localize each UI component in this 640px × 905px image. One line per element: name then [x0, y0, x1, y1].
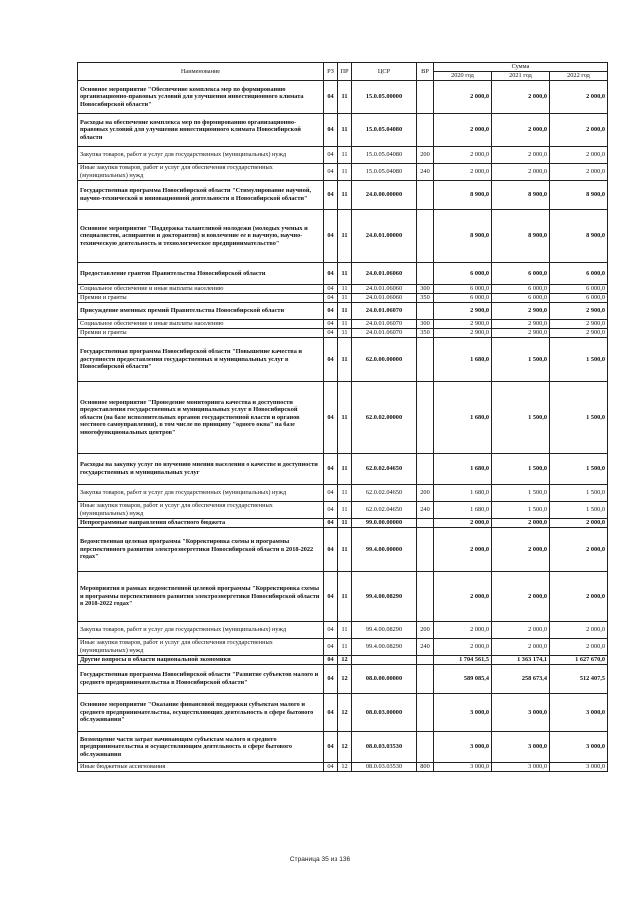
row-csr-cell: 24.0.01.06070 [352, 320, 417, 329]
row-name-cell: Присуждение именных премий Правительства Новосибирской области [78, 303, 324, 320]
row-vr-cell: 800 [417, 763, 434, 772]
row-2020-value: 2 000,0 [434, 164, 492, 181]
row-2022-value: 2 900,0 [550, 329, 608, 338]
row-name-cell: Расходы на закупку услуг по изучению мнения населения о качестве и доступности государственных и муниципальных услуг [78, 454, 324, 485]
row-vr-cell: 300 [417, 320, 434, 329]
row-vr-cell [417, 263, 434, 285]
row-rz-cell: 04 [324, 382, 338, 454]
row-rz-cell: 04 [324, 502, 338, 519]
row-rz-cell: 04 [324, 528, 338, 572]
table-row [78, 329, 608, 338]
row-name-cell: Основное мероприятие "Оказание финансовой поддержки субъектам малого и среднего предпринимательства, осуществляющих деятельность в сфере бытового обслуживания" [78, 694, 324, 732]
row-name-cell: Социальное обеспечение и иные выплаты населению [78, 285, 324, 294]
row-rz-cell: 04 [324, 485, 338, 502]
row-vr-cell [417, 732, 434, 763]
row-rz-cell: 04 [324, 639, 338, 656]
row-csr-cell: 24.0.01.06070 [352, 303, 417, 320]
row-rz-cell: 04 [324, 181, 338, 210]
row-pr-cell: 11 [338, 639, 352, 656]
table-row [78, 502, 608, 519]
row-vr-cell: 200 [417, 622, 434, 639]
row-pr-cell: 11 [338, 454, 352, 485]
row-vr-cell [417, 114, 434, 147]
row-2022-value: 1 500,0 [550, 502, 608, 519]
row-name-cell: Закупка товаров, работ и услуг для государственных (муниципальных) нужд [78, 147, 324, 164]
table-body [78, 81, 608, 772]
row-name-cell: Основное мероприятие "Проведение мониторинга качества и доступности предоставления государственных и муниципальных услуг в Новосибирской области (на базе исполнительных органов государственной власти и органов местного самоуправления), в том числе по принципу "одного окна" на базе многофункциональных центров" [78, 382, 324, 454]
row-name-cell: Иные закупки товаров, работ и услуг для обеспечения государственных (муниципальных) нужд [78, 164, 324, 181]
row-2020-value: 3 000,0 [434, 732, 492, 763]
table-row [78, 285, 608, 294]
row-2020-value: 2 000,0 [434, 572, 492, 622]
row-pr-cell: 11 [338, 382, 352, 454]
row-name-cell: Государственная программа Новосибирской области "Стимулирование научной, научно-технической и инновационной деятельности в Новосибирской области" [78, 181, 324, 210]
row-2022-value: 2 900,0 [550, 320, 608, 329]
row-vr-cell [417, 656, 434, 665]
row-pr-cell: 11 [338, 572, 352, 622]
row-csr-cell: 62.0.02.04650 [352, 502, 417, 519]
header-year-2021: 2021 год [492, 72, 550, 81]
row-rz-cell: 04 [324, 285, 338, 294]
row-vr-cell: 350 [417, 294, 434, 303]
row-csr-cell: 99.4.00.08290 [352, 639, 417, 656]
row-vr-cell: 240 [417, 639, 434, 656]
row-rz-cell: 04 [324, 338, 338, 382]
row-2020-value: 6 000,0 [434, 294, 492, 303]
row-2021-value: 2 000,0 [492, 528, 550, 572]
row-rz-cell: 04 [324, 147, 338, 164]
row-name-cell: Другие вопросы в области национальной экономики [78, 656, 324, 665]
row-rz-cell: 04 [324, 164, 338, 181]
row-rz-cell: 04 [324, 519, 338, 528]
row-vr-cell [417, 382, 434, 454]
row-2021-value: 6 000,0 [492, 285, 550, 294]
row-csr-cell: 99.0.00.00000 [352, 519, 417, 528]
row-name-cell: Предоставление грантов Правительства Новосибирской области [78, 263, 324, 285]
table-row [78, 732, 608, 763]
row-rz-cell: 04 [324, 303, 338, 320]
row-name-cell: Мероприятия в рамках ведомственной целевой программы "Корректировка схемы и программы перспективного развития электроэнергетики Новосибирской области в 2018-2022 годах" [78, 572, 324, 622]
row-2022-value: 8 900,0 [550, 181, 608, 210]
row-2022-value: 1 627 670,0 [550, 656, 608, 665]
row-pr-cell: 12 [338, 656, 352, 665]
row-name-cell: Ведомственная целевая программа "Корректировка схемы и программы перспективного развития электроэнергетики Новосибирской области в 2018-2022 годах" [78, 528, 324, 572]
row-rz-cell: 04 [324, 665, 338, 694]
row-name-cell: Основное мероприятие "Обеспечение комплекса мер по формированию организационно-правовых условий для улучшения инвестиционного климата Новосибирской области" [78, 81, 324, 114]
row-2021-value: 2 900,0 [492, 320, 550, 329]
row-csr-cell: 62.0.02.00000 [352, 382, 417, 454]
row-pr-cell: 11 [338, 338, 352, 382]
row-rz-cell: 04 [324, 329, 338, 338]
row-name-cell: Иные закупки товаров, работ и услуг для обеспечения государственных (муниципальных) нужд [78, 639, 324, 656]
row-vr-cell: 200 [417, 147, 434, 164]
row-pr-cell: 11 [338, 622, 352, 639]
row-2021-value: 6 000,0 [492, 263, 550, 285]
row-name-cell: Иные бюджетные ассигнования [78, 763, 324, 772]
header-csr: ЦСР [352, 63, 417, 81]
table-row [78, 210, 608, 263]
row-2022-value: 2 000,0 [550, 519, 608, 528]
row-2020-value: 589 085,4 [434, 665, 492, 694]
row-name-cell: Премии и гранты [78, 329, 324, 338]
row-2020-value: 2 000,0 [434, 147, 492, 164]
page-number: Страница 35 из 136 [289, 856, 351, 863]
row-csr-cell: 24.0.00.00000 [352, 181, 417, 210]
row-name-cell: Закупка товаров, работ и услуг для государственных (муниципальных) нужд [78, 622, 324, 639]
row-vr-cell [417, 181, 434, 210]
row-2021-value: 2 000,0 [492, 622, 550, 639]
row-2022-value: 2 000,0 [550, 622, 608, 639]
row-pr-cell: 11 [338, 303, 352, 320]
row-vr-cell: 350 [417, 329, 434, 338]
header-year-2022: 2022 год [550, 72, 608, 81]
row-2020-value: 2 000,0 [434, 519, 492, 528]
row-pr-cell: 11 [338, 320, 352, 329]
header-sum: Сумма [434, 63, 608, 72]
row-pr-cell: 11 [338, 81, 352, 114]
row-2020-value: 2 000,0 [434, 81, 492, 114]
row-csr-cell: 99.4.00.00000 [352, 528, 417, 572]
table-row [78, 147, 608, 164]
row-2022-value: 1 500,0 [550, 382, 608, 454]
table-row [78, 656, 608, 665]
row-2022-value: 1 500,0 [550, 338, 608, 382]
row-2021-value: 2 900,0 [492, 303, 550, 320]
row-csr-cell: 24.0.01.00000 [352, 210, 417, 263]
table-row [78, 485, 608, 502]
row-name-cell: Государственная программа Новосибирской области "Повышение качества и доступности предоставления государственных и муниципальных услуг в Новосибирской области" [78, 338, 324, 382]
row-name-cell: Государственная программа Новосибирской области "Развитие субъектов малого и среднего предпринимательства в Новосибирской области" [78, 665, 324, 694]
row-2020-value: 1 704 561,5 [434, 656, 492, 665]
row-pr-cell: 11 [338, 485, 352, 502]
row-2021-value: 1 500,0 [492, 454, 550, 485]
row-2022-value: 2 000,0 [550, 639, 608, 656]
row-2022-value: 512 407,5 [550, 665, 608, 694]
row-csr-cell: 08.0.03.03530 [352, 763, 417, 772]
row-rz-cell: 04 [324, 656, 338, 665]
row-name-cell: Закупка товаров, работ и услуг для государственных (муниципальных) нужд [78, 485, 324, 502]
row-2020-value: 1 680,0 [434, 502, 492, 519]
header-vr: ВР [417, 63, 434, 81]
row-rz-cell: 04 [324, 454, 338, 485]
row-csr-cell: 08.0.00.00000 [352, 665, 417, 694]
row-2020-value: 6 000,0 [434, 263, 492, 285]
table-row [78, 164, 608, 181]
row-2022-value: 6 000,0 [550, 285, 608, 294]
table-row [78, 572, 608, 622]
row-rz-cell: 04 [324, 114, 338, 147]
row-2022-value: 2 000,0 [550, 81, 608, 114]
header-rz: РЗ [324, 63, 338, 81]
row-pr-cell: 11 [338, 210, 352, 263]
row-2021-value: 2 000,0 [492, 639, 550, 656]
table-row [78, 294, 608, 303]
row-2021-value: 8 900,0 [492, 181, 550, 210]
row-2021-value: 1 500,0 [492, 502, 550, 519]
row-vr-cell [417, 454, 434, 485]
row-2021-value: 2 000,0 [492, 81, 550, 114]
row-name-cell: Расходы на обеспечение комплекса мер по формированию организационно-правовых условий для улучшения инвестиционного климата Новосибирской области [78, 114, 324, 147]
row-2020-value: 1 680,0 [434, 382, 492, 454]
table-row [78, 382, 608, 454]
row-csr-cell: 24.0.01.06060 [352, 294, 417, 303]
table-row [78, 454, 608, 485]
row-2021-value: 2 000,0 [492, 164, 550, 181]
row-2020-value: 2 900,0 [434, 329, 492, 338]
row-name-cell: Непрограммные направления областного бюджета [78, 519, 324, 528]
row-vr-cell: 240 [417, 502, 434, 519]
row-2021-value: 3 000,0 [492, 763, 550, 772]
row-2021-value: 1 500,0 [492, 485, 550, 502]
row-rz-cell: 04 [324, 210, 338, 263]
row-vr-cell [417, 694, 434, 732]
row-2020-value: 2 000,0 [434, 622, 492, 639]
row-2020-value: 1 680,0 [434, 338, 492, 382]
row-2021-value: 6 000,0 [492, 294, 550, 303]
table-row [78, 694, 608, 732]
row-vr-cell [417, 338, 434, 382]
row-2020-value: 2 000,0 [434, 639, 492, 656]
row-2022-value: 2 900,0 [550, 303, 608, 320]
row-2020-value: 8 900,0 [434, 181, 492, 210]
row-pr-cell: 12 [338, 694, 352, 732]
row-vr-cell [417, 303, 434, 320]
row-pr-cell: 11 [338, 528, 352, 572]
row-2020-value: 6 000,0 [434, 285, 492, 294]
table-row [78, 114, 608, 147]
row-2022-value: 6 000,0 [550, 263, 608, 285]
row-rz-cell: 04 [324, 294, 338, 303]
row-2020-value: 2 900,0 [434, 303, 492, 320]
table-row [78, 263, 608, 285]
row-2021-value: 2 000,0 [492, 519, 550, 528]
row-2022-value: 3 000,0 [550, 763, 608, 772]
row-vr-cell [417, 81, 434, 114]
budget-table [77, 62, 608, 772]
table-row [78, 81, 608, 114]
row-csr-cell: 24.0.01.06070 [352, 329, 417, 338]
row-pr-cell: 11 [338, 519, 352, 528]
row-pr-cell: 11 [338, 114, 352, 147]
row-csr-cell: 15.0.05.04080 [352, 164, 417, 181]
table-row [78, 763, 608, 772]
row-2022-value: 3 000,0 [550, 732, 608, 763]
row-rz-cell: 04 [324, 694, 338, 732]
header-name: Наименование [78, 63, 324, 81]
row-csr-cell: 99.4.00.08290 [352, 572, 417, 622]
row-2021-value: 2 000,0 [492, 572, 550, 622]
row-pr-cell: 11 [338, 294, 352, 303]
row-2022-value: 3 000,0 [550, 694, 608, 732]
row-2022-value: 2 000,0 [550, 572, 608, 622]
row-rz-cell: 04 [324, 622, 338, 639]
row-pr-cell: 11 [338, 263, 352, 285]
row-2021-value: 1 500,0 [492, 338, 550, 382]
row-name-cell: Возмещение части затрат начинающим субъектам малого и среднего предпринимательства и осуществляющим деятельность в сфере бытового обслуживания [78, 732, 324, 763]
row-pr-cell: 11 [338, 147, 352, 164]
row-name-cell: Иные закупки товаров, работ и услуг для обеспечения государственных (муниципальных) нужд [78, 502, 324, 519]
row-2022-value: 8 900,0 [550, 210, 608, 263]
table-row [78, 519, 608, 528]
row-2020-value: 3 000,0 [434, 694, 492, 732]
row-csr-cell: 62.0.02.04650 [352, 485, 417, 502]
row-pr-cell: 11 [338, 502, 352, 519]
row-2022-value: 2 000,0 [550, 528, 608, 572]
table-row [78, 338, 608, 382]
row-vr-cell: 200 [417, 485, 434, 502]
table-row [78, 181, 608, 210]
row-2020-value: 2 000,0 [434, 528, 492, 572]
row-csr-cell [352, 656, 417, 665]
row-csr-cell: 62.0.00.00000 [352, 338, 417, 382]
row-csr-cell: 15.0.05.04080 [352, 147, 417, 164]
row-vr-cell [417, 210, 434, 263]
row-2020-value: 8 900,0 [434, 210, 492, 263]
row-2021-value: 1 500,0 [492, 382, 550, 454]
row-2021-value: 8 900,0 [492, 210, 550, 263]
row-2022-value: 1 500,0 [550, 485, 608, 502]
row-vr-cell [417, 528, 434, 572]
row-2020-value: 1 680,0 [434, 485, 492, 502]
table-row [78, 320, 608, 329]
row-rz-cell: 04 [324, 763, 338, 772]
row-2021-value: 2 900,0 [492, 329, 550, 338]
row-csr-cell: 24.0.01.06060 [352, 285, 417, 294]
row-2021-value: 258 673,4 [492, 665, 550, 694]
row-rz-cell: 04 [324, 263, 338, 285]
table-row [78, 528, 608, 572]
row-rz-cell: 04 [324, 572, 338, 622]
row-2021-value: 2 000,0 [492, 114, 550, 147]
table-row [78, 303, 608, 320]
row-2022-value: 2 000,0 [550, 147, 608, 164]
row-name-cell: Премии и гранты [78, 294, 324, 303]
row-pr-cell: 11 [338, 329, 352, 338]
row-rz-cell: 04 [324, 732, 338, 763]
row-pr-cell: 12 [338, 732, 352, 763]
row-vr-cell: 300 [417, 285, 434, 294]
row-csr-cell: 08.0.03.00000 [352, 694, 417, 732]
row-2020-value: 3 000,0 [434, 763, 492, 772]
row-csr-cell: 15.0.05.00000 [352, 81, 417, 114]
table-row [78, 622, 608, 639]
row-csr-cell: 24.0.01.06060 [352, 263, 417, 285]
row-vr-cell [417, 665, 434, 694]
row-2022-value: 2 000,0 [550, 114, 608, 147]
row-2021-value: 2 000,0 [492, 147, 550, 164]
row-csr-cell: 62.0.02.04650 [352, 454, 417, 485]
row-vr-cell [417, 519, 434, 528]
row-pr-cell: 11 [338, 164, 352, 181]
row-csr-cell: 99.4.00.08290 [352, 622, 417, 639]
table-row [78, 665, 608, 694]
row-2020-value: 2 000,0 [434, 114, 492, 147]
row-csr-cell: 08.0.03.03530 [352, 732, 417, 763]
row-rz-cell: 04 [324, 81, 338, 114]
row-2022-value: 1 500,0 [550, 454, 608, 485]
row-name-cell: Социальное обеспечение и иные выплаты населению [78, 320, 324, 329]
row-vr-cell [417, 572, 434, 622]
row-csr-cell: 15.0.05.04080 [352, 114, 417, 147]
header-year-2020: 2020 год [434, 72, 492, 81]
row-2021-value: 1 363 174,1 [492, 656, 550, 665]
row-rz-cell: 04 [324, 320, 338, 329]
table-row [78, 639, 608, 656]
row-name-cell: Основное мероприятие "Поддержка талантливой молодежи (молодых ученых и специалистов, аспирантов и докторантов) и вовлечение ее в научную, научно-техническую деятельность и технологическое предпринимательство" [78, 210, 324, 263]
row-2021-value: 3 000,0 [492, 732, 550, 763]
row-2022-value: 6 000,0 [550, 294, 608, 303]
row-2020-value: 2 900,0 [434, 320, 492, 329]
row-vr-cell: 240 [417, 164, 434, 181]
row-2020-value: 1 680,0 [434, 454, 492, 485]
row-pr-cell: 11 [338, 285, 352, 294]
row-pr-cell: 11 [338, 181, 352, 210]
row-pr-cell: 12 [338, 665, 352, 694]
row-2021-value: 3 000,0 [492, 694, 550, 732]
row-pr-cell: 12 [338, 763, 352, 772]
header-pr: ПР [338, 63, 352, 81]
row-2022-value: 2 000,0 [550, 164, 608, 181]
